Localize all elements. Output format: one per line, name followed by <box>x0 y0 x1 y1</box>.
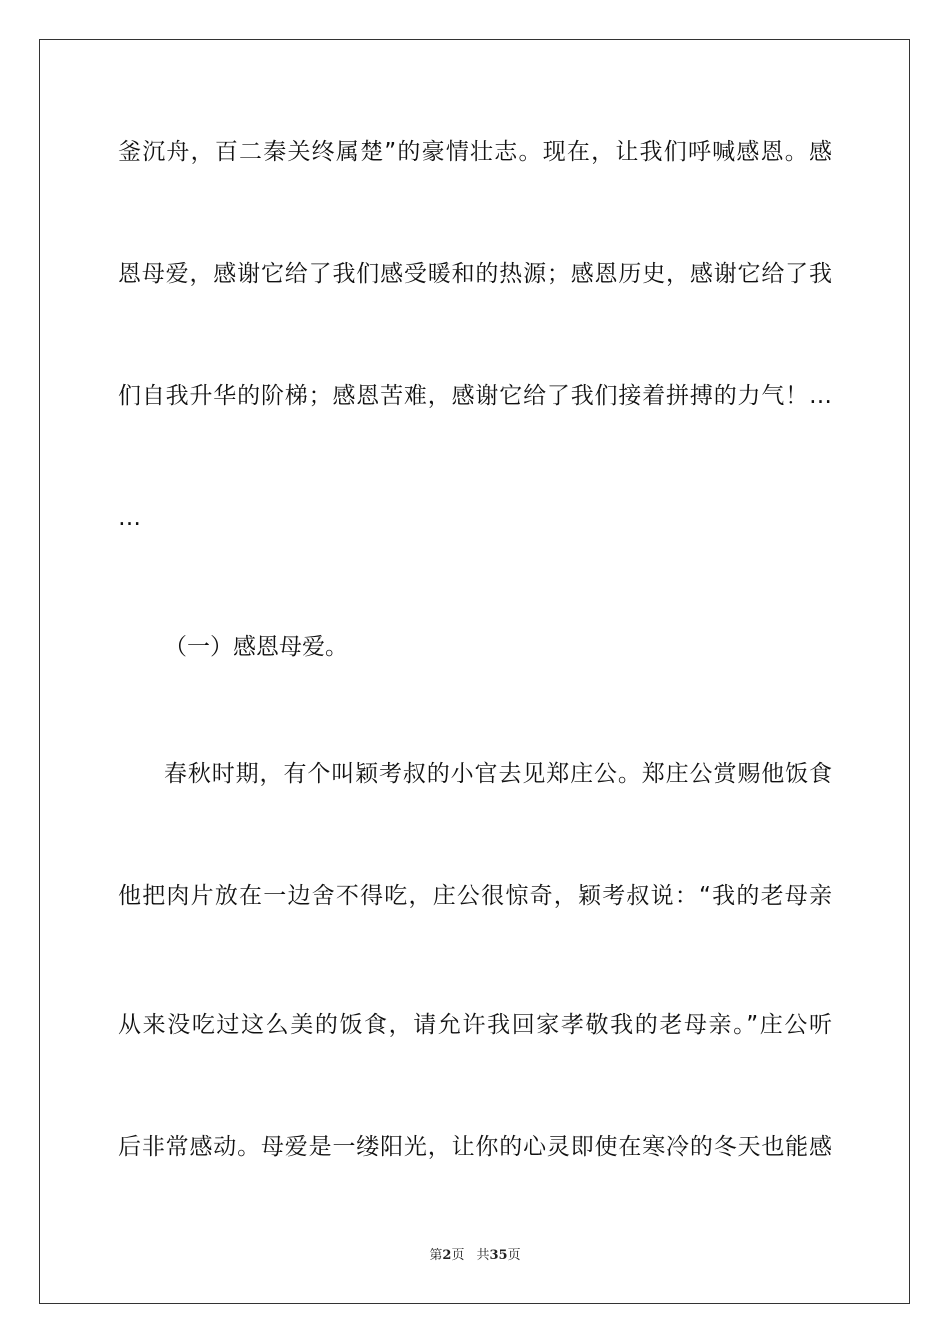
paragraph-line: 后非常感动。母爱是一缕阳光，让你的心灵即使在寒冷的冬天也能感 <box>118 1134 832 1160</box>
paragraph-line: 从来没吃过这么美的饭食，请允许我回家孝敬我的老母亲。”庄公听 <box>118 1012 832 1038</box>
page-suffix: 页 <box>451 1248 465 1263</box>
paragraph-line: 们自我升华的阶梯；感恩苦难，感谢它给了我们接着拼搏的力气！… <box>118 383 832 409</box>
paragraph-line: 他把肉片放在一边舍不得吃，庄公很惊奇，颖考叔说：“我的老母亲 <box>118 883 832 909</box>
paragraph-line: 釜沉舟，百二秦关终属楚”的豪情壮志。现在，让我们呼喊感恩。感 <box>118 139 832 165</box>
paragraph-line: 春秋时期，有个叫颖考叔的小官去见郑庄公。郑庄公赏赐他饭食 <box>164 761 832 787</box>
page-footer <box>0 1247 950 1265</box>
total-prefix: 共 <box>476 1248 490 1263</box>
total-pages: 35 <box>489 1248 508 1263</box>
page-prefix: 第 <box>429 1248 443 1263</box>
paragraph-line: … <box>118 505 141 531</box>
total-suffix: 页 <box>507 1248 521 1263</box>
section-heading: （一）感恩母爱。 <box>164 634 348 660</box>
page-number: 2 <box>442 1248 452 1263</box>
page-border <box>39 39 910 1304</box>
paragraph-line: 恩母爱，感谢它给了我们感受暖和的热源；感恩历史，感谢它给了我 <box>118 261 832 287</box>
